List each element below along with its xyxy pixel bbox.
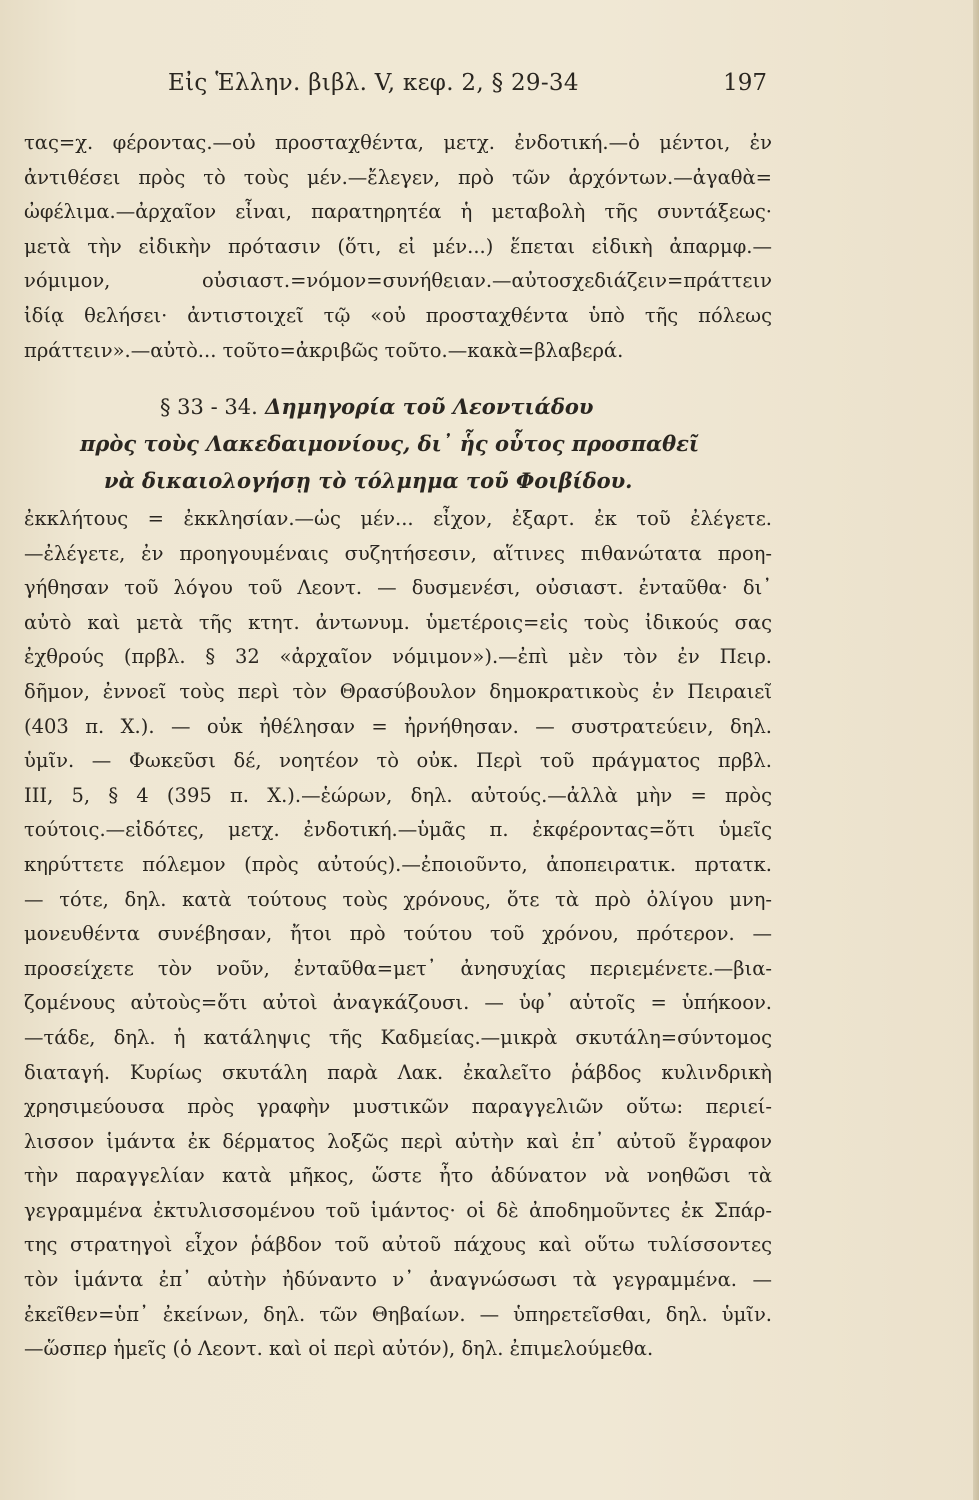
text-line: μονευθέντα συνέβησαν, ἤτοι πρὸ τούτου τοῦ χρόνου, πρότερον. —: [24, 922, 772, 946]
page-number: 197: [723, 70, 767, 96]
text-line: ὠφέλιμα.—ἀρχαῖον εἶναι, παρατηρητέα ἡ μεταβολὴ τῆς συντάξεως·: [24, 200, 772, 224]
text-line: (403 π. Χ.). — οὐκ ἠθέλησαν = ἠρνήθησαν. — συστρατεύειν, δηλ.: [24, 714, 772, 738]
commentary-main: [24, 502, 772, 1367]
text-line: —ἐλέγετε, ἐν προηγουμέναις συζητήσεσιν, αἵτινες πιθανώτατα προη-: [24, 541, 772, 565]
commentary-intro: [24, 126, 772, 368]
section-heading: [24, 388, 784, 499]
text-line: κηρύττετε πόλεμον (πρὸς αὐτούς).—ἐποιοῦντο, ἀποπειρατικ. πρτατκ.: [24, 852, 772, 876]
text-line: ἰδίᾳ θελήσει· ἀντιστοιχεῖ τῷ «οὐ προσταχθέντα ὑπὸ τῆς πόλεως: [24, 303, 772, 327]
text-line: ἐκκλήτους = ἐκκλησίαν.—ὡς μέν... εἶχον, ἐξαρτ. ἐκ τοῦ ἐλέγετε.: [24, 507, 772, 530]
text-line: διαταγή. Κυρίως σκυτάλη παρὰ Λακ. ἐκαλεῖτο ῥάβδος κυλινδρικὴ: [24, 1060, 772, 1084]
text-line: ζομένους αὐτοὺς=ὅτι αὐτοὶ ἀναγκάζουσι. — ὑφ᾽ αὑτοῖς = ὑπήκοον.: [24, 991, 772, 1015]
text-line: προσείχετε τὸν νοῦν, ἐνταῦθα=μετ᾽ ἀνησυχίας περιεμένετε.—βια-: [24, 956, 772, 980]
text-line: γήθησαν τοῦ λόγου τοῦ Λεοντ. — δυσμενέσι, οὐσιαστ. ἐνταῦθα· δι᾽: [24, 576, 772, 600]
text-line: III, 5, § 4 (395 π. Χ.).—ἑώρων, δηλ. αὐτούς.—ἀλλὰ μὴν = πρὸς: [24, 783, 772, 807]
text-line: νόμιμον, οὐσιαστ.=νόμον=συνήθειαν.—αὐτοσχεδιάζειν=πράττειν: [24, 269, 772, 293]
page-header: [0, 70, 979, 110]
text-line: — τότε, δηλ. κατὰ τούτους τοὺς χρόνους, ὅτε τὰ πρὸ ὀλίγου μνη-: [24, 887, 772, 911]
text-line: αὐτὸ καὶ μετὰ τῆς κτητ. ἀντωνυμ. ὑμετέροις=εἰς τοὺς ἰδικούς σας: [24, 610, 772, 634]
text-line: γεγραμμένα ἐκτυλισσομένου τοῦ ἱμάντος· οἱ δὲ ἀποδημοῦντες ἐκ Σπάρ-: [24, 1198, 772, 1222]
text-line: δῆμον, ἐννοεῖ τοὺς περὶ τὸν Θρασύβουλον δημοκρατικοὺς ἐν Πειραιεῖ: [24, 679, 772, 703]
text-line: πράττειν».—αὐτὸ... τοῦτο=ἀκριβῶς τοῦτο.—κακὰ=βλαβερά.: [24, 338, 624, 362]
page-edge: [973, 0, 979, 1500]
section-ref: § 33 - 34.: [160, 395, 258, 419]
running-head: Εἰς Ἑλλην. βιβλ. V, κεφ. 2, § 29-34: [168, 70, 579, 96]
text-line: —ὥσπερ ἡμεῖς (ὁ Λεοντ. καὶ οἱ περὶ αὐτόν), δηλ. ἐπιμελούμεθα.: [24, 1337, 654, 1361]
text-line: χρησιμεύουσα πρὸς γραφὴν μυστικῶν παραγγελιῶν οὕτω: περιεί-: [24, 1095, 772, 1119]
text-line: τὸν ἱμάντα ἐπ᾽ αὐτὴν ἠδύναντο ν᾽ ἀναγνώσωσι τὰ γεγραμμένα. —: [24, 1268, 772, 1292]
text-line: ἀντιθέσει πρὸς τὸ τοὺς μέν.—ἔλεγεν, πρὸ τῶν ἀρχόντων.—ἀγαθὰ=: [24, 165, 772, 189]
text-line: μετὰ τὴν εἰδικὴν πρότασιν (ὅτι, εἰ μέν...) ἕπεται εἰδικὴ ἀπαρμφ.—: [24, 234, 772, 258]
text-line: λισσον ἱμάντα ἐκ δέρματος λοξῶς περὶ αὐτὴν καὶ ἐπ᾽ αὐτοῦ ἔγραφον: [24, 1129, 772, 1153]
text-line: ὑμῖν. — Φωκεῦσι δέ, νοητέον τὸ οὐκ. Περὶ τοῦ πράγματος πρβλ.: [24, 749, 772, 773]
section-title: Δημηγορία τοῦ Λεοντιάδου: [265, 394, 594, 419]
text-line: τας=χ. φέροντας.—οὐ προσταχθέντα, μετχ. ἐνδοτική.—ὁ μέντοι, ἐν: [24, 131, 772, 154]
section-heading-line-2: πρὸς τοὺς Λακεδαιμονίους, δι᾽ ἧς οὗτος προσπαθεῖ: [80, 431, 700, 456]
text-line: τούτοις.—εἰδότες, μετχ. ἐνδοτική.—ὑμᾶς π. ἐκφέροντας=ὅτι ὑμεῖς: [24, 818, 772, 842]
text-line: —τάδε, δηλ. ἡ κατάληψις τῆς Καδμείας.—μικρὰ σκυτάλη=σύντομος: [24, 1025, 772, 1049]
text-line: ἐχθρούς (πρβλ. § 32 «ἀρχαῖον νόμιμον»).—ἐπὶ μὲν τὸν ἐν Πειρ.: [24, 645, 772, 669]
section-heading-line-1: [24, 388, 784, 425]
text-line: τὴν παραγγελίαν κατὰ μῆκος, ὥστε ἦτο ἀδύνατον νὰ νοηθῶσι τὰ: [24, 1164, 772, 1188]
section-heading-line-3: νὰ δικαιολογήσῃ τὸ τόλμημα τοῦ Φοιβίδου.: [104, 468, 633, 493]
text-line: ἐκεῖθεν=ὑπ᾽ ἐκείνων, δηλ. τῶν Θηβαίων. — ὑπηρετεῖσθαι, δηλ. ὑμῖν.: [24, 1302, 772, 1326]
text-line: της στρατηγοὶ εἶχον ῥάβδον τοῦ αὐτοῦ πάχους καὶ οὕτω τυλίσσοντες: [24, 1233, 772, 1257]
